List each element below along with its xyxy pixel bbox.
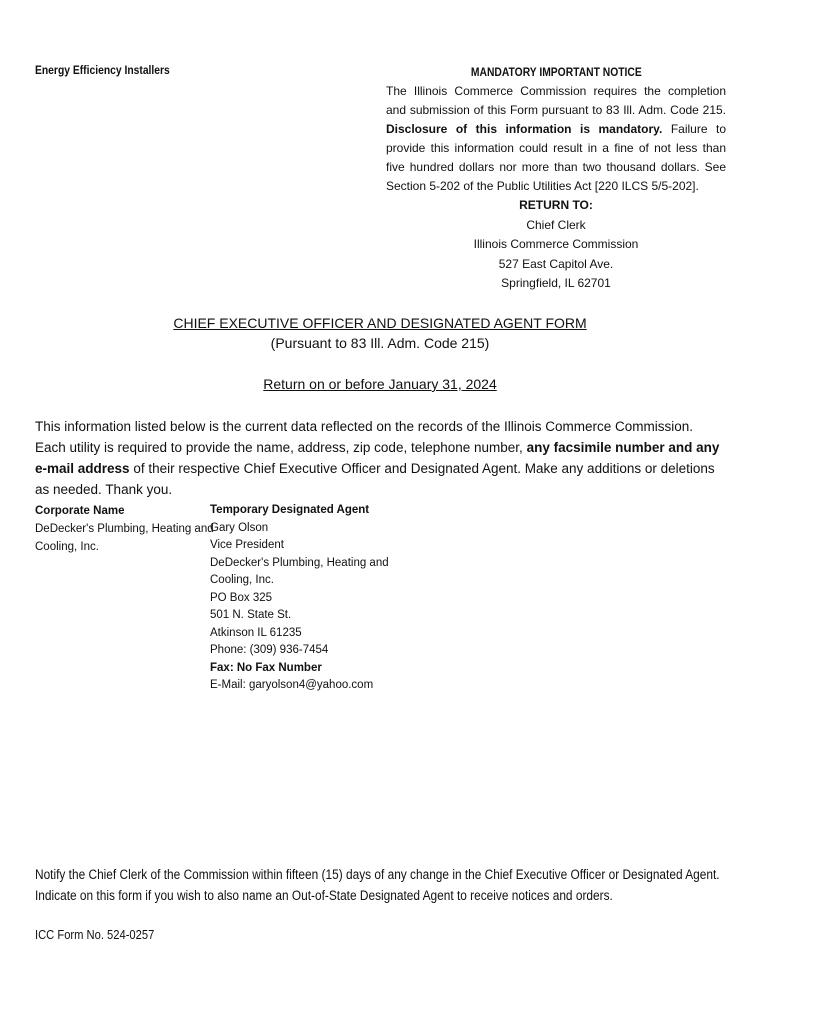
- intro-text-2: of their respective Chief Executive Officer and Designated Agent. Make any additions or deletions as needed. Thank you.: [35, 461, 715, 497]
- agent-header: Temporary Designated Agent: [210, 504, 370, 516]
- form-number: ICC Form No. 524-0257: [35, 927, 155, 942]
- mandatory-notice: [386, 63, 726, 196]
- notice-text-3: See Section 5-202 of the Public Utilities Act [220 ILCS 5/5-202].: [386, 160, 726, 193]
- footer-notes: [35, 864, 735, 906]
- form-subtitle: (Pursuant to 83 Ill. Adm. Code 215): [270, 335, 490, 351]
- agent-name: Gary Olson: [210, 521, 269, 534]
- form-title: CHIEF EXECUTIVE OFFICER AND DESIGNATED AGENT FORM: [173, 315, 587, 331]
- agent-city: Atkinson IL 61235: [210, 626, 302, 639]
- designated-agent-block: [210, 502, 410, 691]
- agent-company: Cooling, Inc.: [210, 574, 274, 586]
- corporate-name-line: Cooling, Inc.: [35, 541, 99, 553]
- corporate-name-line: DeDecker's Plumbing, Heating and: [35, 523, 214, 535]
- notice-mandatory-bold: Disclosure of this information is mandatory.: [386, 122, 663, 136]
- agent-phone: Phone: (309) 936-7454: [210, 644, 329, 656]
- return-address: [386, 196, 726, 294]
- notice-title: MANDATORY IMPORTANT NOTICE: [470, 65, 642, 79]
- footer-line: Notify the Chief Clerk of the Commission within fifteen (15) days of any change in the Chief Executive Officer or Designated Agent.: [35, 867, 720, 882]
- return-line: 527 East Capitol Ave.: [498, 256, 614, 271]
- notice-text-1: The Illinois Commerce Commission requires the completion and submission of this Form pursuant to 83 Ill. Adm. Code 215.: [386, 84, 726, 117]
- return-line: Chief Clerk: [526, 217, 586, 232]
- intro-text-1: This information listed below is the current data reflected on the records of the Illinois Commerce Commission. Each utility is required to provide the name, address, zip code, telephone number,: [35, 419, 694, 455]
- notice-body: [386, 82, 726, 196]
- return-line: Springfield, IL 62701: [501, 276, 611, 290]
- intro-paragraph: [35, 416, 725, 500]
- agent-email: E-Mail: garyolson4@yahoo.com: [210, 679, 374, 691]
- category-heading: Energy Efficiency Installers: [35, 63, 170, 77]
- intro-bold: any facsimile number and any e-mail address: [35, 440, 720, 476]
- return-line: Illinois Commerce Commission: [473, 237, 639, 251]
- agent-company: DeDecker's Plumbing, Heating and: [210, 556, 389, 569]
- footer-line: Indicate on this form if you wish to also name an Out-of-State Designated Agent to receive notices and orders.: [35, 888, 613, 903]
- agent-title: Vice President: [210, 539, 284, 551]
- agent-street: 501 N. State St.: [210, 609, 292, 621]
- agent-po-box: PO Box 325: [210, 591, 273, 604]
- return-to-label: RETURN TO:: [519, 198, 593, 212]
- due-date: Return on or before January 31, 2024: [263, 376, 497, 392]
- form-title-block: [0, 313, 760, 353]
- corporate-name-header: Corporate Name: [35, 505, 125, 517]
- corporate-name-block: [35, 502, 214, 556]
- notice-text-2: Failure to provide this information could result in a fine of not less than five hundred dollars nor more than two thousand dollars.: [386, 122, 726, 174]
- agent-fax: Fax: No Fax Number: [210, 661, 322, 674]
